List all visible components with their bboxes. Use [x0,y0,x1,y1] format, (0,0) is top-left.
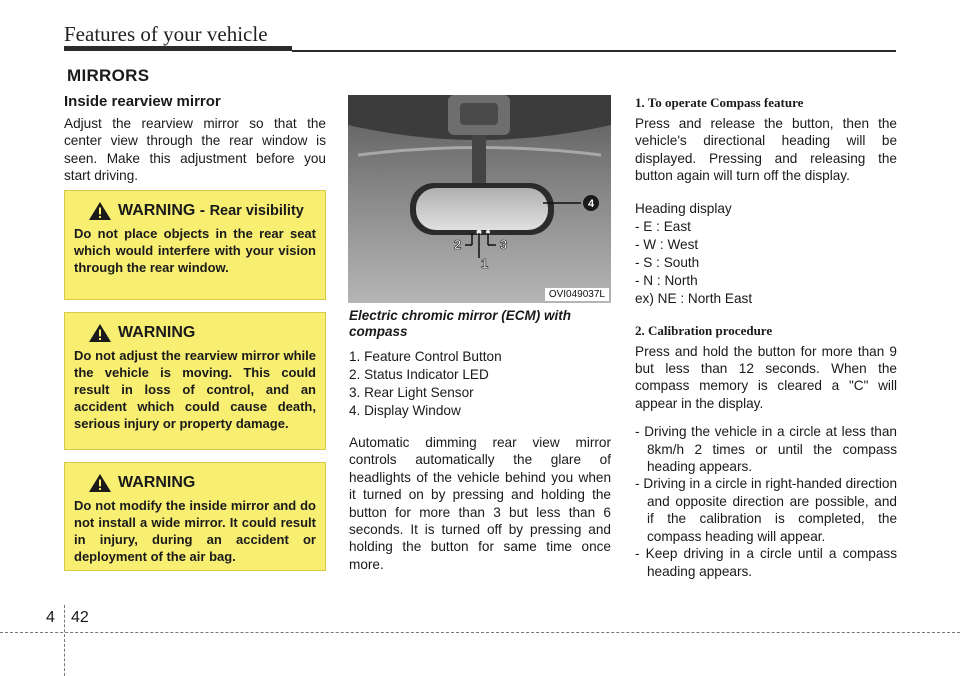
heading-item: ex) NE : North East [635,290,753,306]
warning-text: Do not place objects in the rear seat which would interfere with your vision through the rear window. [74,226,316,275]
column-middle [349,308,611,573]
warning-box-rear-visibility [64,190,326,300]
callout-2: 2 [454,237,462,252]
warning-triangle-icon [88,201,112,221]
photo-code: OVI049037L [545,288,609,301]
callout-1: 1 [481,256,489,271]
calibration-bullet: - Driving in a circle in right-handed direction and opposite direction are possible, and if the calibration is completed, the compass heading will appear. [635,476,897,544]
ecm-item-1: 1. Feature Control Button [349,349,502,364]
ecm-description: Automatic dimming rear view mirror controls automatically the glare of headlights of the vehicle behind you when it turned on by pressing and holding the button for more than 3 but less than 6 seconds. It is turned off by pressing and holding the button for same time once more. [349,435,611,572]
section-title: MIRRORS [67,66,150,85]
inside-mirror-intro: Adjust the rearview mirror so that the center view through the rear window is seen. Make this adjustment before you start driving. [64,116,326,184]
calibration-bullet: - Keep driving in a circle until a compass heading appears. [635,546,897,579]
chapter-number: 4 [46,609,55,626]
warning-box-adjust-moving [64,312,326,450]
calibration-text: Press and hold the button for more than 9 but less than 12 seconds. When the compass memory is cleared a "C" will appear in the display. [635,343,897,411]
ecm-item-3: 3. Rear Light Sensor [349,385,474,400]
header-rule-thick [64,46,292,51]
heading-label: Heading display [635,200,732,216]
heading-item: - E : East [635,218,691,234]
callout-3: 3 [500,237,508,252]
warning-triangle-icon [88,323,112,343]
ecm-caption: Electric chromic mirror (ECM) with compass [349,308,572,339]
compass-title: 1. To operate Compass feature [635,95,804,110]
ecm-mirror-photo [348,95,611,303]
running-header: Features of your vehicle [64,22,268,46]
ecm-item-4: 4. Display Window [349,403,461,418]
svg-text:4: 4 [587,198,595,210]
footer-rule [0,632,960,633]
calibration-title: 2. Calibration procedure [635,322,773,338]
warning-title: WARNING - Rear visibility [118,202,304,219]
compass-text: Press and release the button, then the vehicle's directional heading will be displayed. Pressing and releasing the button again will turn off the display. [635,116,897,184]
warning-title: WARNING [118,324,196,341]
rearview-mirror-illustration [348,95,611,303]
calibration-bullets [635,423,897,580]
warning-triangle-icon [88,473,112,493]
heading-display-list [635,200,897,308]
column-left [64,93,326,185]
footer-divider [64,605,65,676]
heading-item: - W : West [635,236,699,252]
page-number: 42 [71,609,89,626]
warning-text: Do not modify the inside mirror and do not install a wide mirror. It could result in injury, during an accident or deployment of the air bag. [74,498,316,564]
heading-item: - N : North [635,272,698,288]
calibration-bullet: - Driving the vehicle in a circle at less than 8km/h 2 times or until the compass heading appears. [635,424,897,475]
column-right [635,95,897,580]
header-rule-thin [292,50,896,52]
warning-box-modify-mirror [64,462,326,571]
ecm-item-2: 2. Status Indicator LED [349,367,489,382]
heading-item: - S : South [635,254,700,270]
inside-mirror-title: Inside rearview mirror [64,93,221,110]
warning-title: WARNING [118,474,196,491]
warning-text: Do not adjust the rearview mirror while the vehicle is moving. This could result in loss of control, and an accident which could cause death, serious injury or property damage. [74,348,316,431]
